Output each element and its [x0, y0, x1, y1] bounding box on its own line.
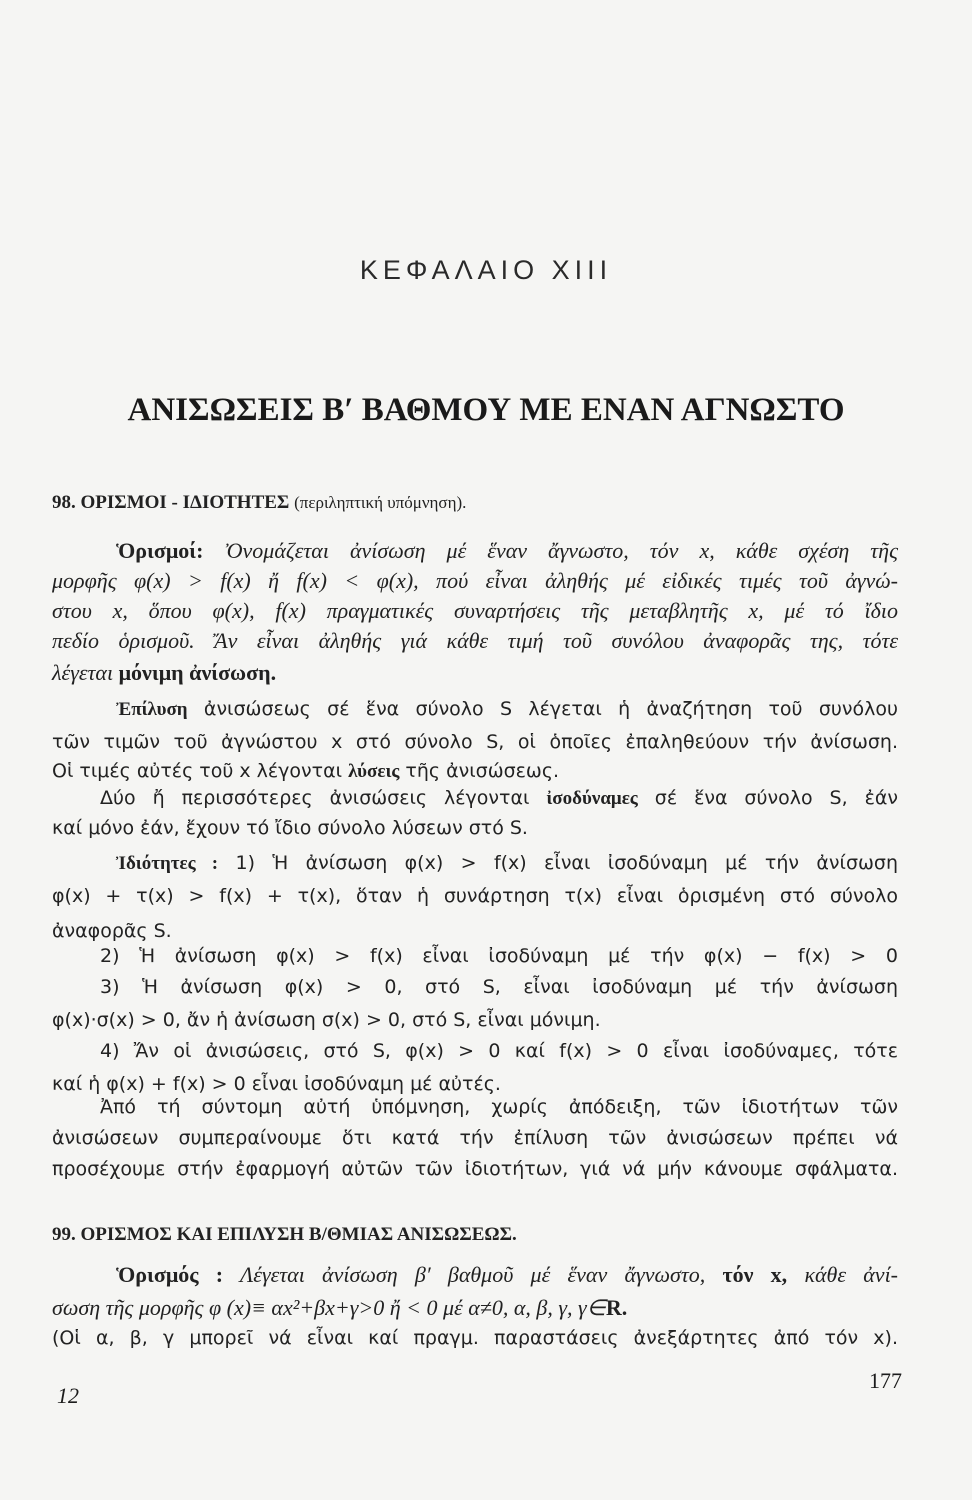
definitions-line-1 [116, 538, 898, 564]
solution-line-2: τῶν τιμῶν τοῦ ἀγνώστου x στό σύνολο S, οἱ ὁποῖες ἐπαληθεύουν τήν ἀνίσωση. [52, 731, 898, 753]
section-99-text-1b: τόν x, [722, 1262, 788, 1287]
definitions-text-1: Ὀνομάζεται ἀνίσωση μέ ἕναν ἄγνωστο, τόν x, κάθε σχέση τῆς [224, 538, 898, 563]
property-1-text-1: 1) Ἡ ἀνίσωση φ(x) > f(x) εἶναι ἰσοδύναμη μέ τήν ἀνίσωση [235, 852, 898, 874]
solution-text-1: ἀνισώσεως σέ ἕνα σύνολο S λέγεται ἡ ἀναζήτηση τοῦ συνόλου [203, 698, 898, 720]
chapter-heading: ΚΕΦΑΛΑΙΟ XIII [359, 255, 613, 285]
permanent-inequality-term: μόνιμη ἀνίσωση. [118, 660, 277, 685]
solution-text-3a: Οἱ τιμές αὐτές τοῦ x λέγονται [52, 760, 343, 782]
definitions-line-2: μορφῆς φ(x) > f(x) ἤ f(x) < φ(x), πού εἶναι ἀληθής μέ εἰδικές τιμές τοῦ ἀγνώ- [52, 568, 898, 593]
definitions-line-4: πεδίο ὁρισμοῦ. Ἄν εἶναι ἀληθής γιά κάθε τιμή τοῦ συνόλου ἀναφορᾶς της, τότε [52, 628, 898, 653]
section-99-heading: 99. ΟΡΙΣΜΟΣ ΚΑΙ ΕΠΙΛΥΣΗ Β/ΘΜΙΑΣ ΑΝΙΣΩΣΕΩΣ. [52, 1224, 517, 1245]
section-98-heading [52, 492, 466, 514]
solution-text-3c: τῆς ἀνισώσεως. [405, 760, 560, 782]
section-99-text-1a: Λέγεται ἀνίσωση β′ βαθμοῦ μέ ἕναν ἄγνωστο, [239, 1262, 706, 1287]
property-3-line-2: φ(x)·σ(x) > 0, ἄν ἡ ἀνίσωση σ(x) > 0, στό S, εἶναι μόνιμη. [52, 1009, 601, 1031]
property-2: 2) Ἡ ἀνίσωση φ(x) > f(x) εἶναι ἰσοδύναμη μέ τήν φ(x) − f(x) > 0 [100, 945, 898, 967]
reals-symbol: R. [605, 1295, 628, 1320]
section-98-title: 98. ΟΡΙΣΜΟΙ - ΙΔΙΟΤΗΤΕΣ [52, 492, 290, 513]
equivalent-line-1 [100, 787, 898, 810]
signature-mark: 12 [57, 1383, 79, 1408]
equivalent-text-1a: Δύο ἤ περισσότερες ἀνισώσεις λέγονται [100, 787, 530, 809]
property-4-line-2: καί ἡ φ(x) + f(x) > 0 εἶναι ἰσοδύναμη μέ αὐτές. [52, 1073, 501, 1095]
equivalent-text-1c: σέ ἕνα σύνολο S, ἐάν [654, 787, 899, 809]
section-99-line-2 [52, 1295, 898, 1321]
definitions-line-5 [52, 660, 898, 686]
conclusion-line-1: Ἀπό τή σύντομη αὐτή ὑπόμνηση, χωρίς ἀπόδειξη, τῶν ἰδιοτήτων τῶν [100, 1096, 898, 1118]
definitions-label: Ὁρισμοί: [116, 538, 204, 563]
solutions-term: λύσεις [348, 761, 400, 782]
property-3-line-1: 3) Ἡ ἀνίσωση φ(x) > 0, στό S, εἶναι ἰσοδύναμη μέ τήν ἀνίσωση [100, 976, 898, 998]
section-98-subtitle: (περιληπτική υπόμνηση). [294, 493, 467, 512]
conclusion-line-2: ἀνισώσεων συμπεραίνουμε ὅτι κατά τήν ἐπίλυση τῶν ἀνισώσεων πρέπει νά [52, 1127, 898, 1149]
property-1-line-2: φ(x) + τ(x) > f(x) + τ(x), ὅταν ἡ συνάρτηση τ(x) εἶναι ὁρισμένη στό σύνολο [52, 885, 898, 907]
solution-label: Ἐπίλυση [116, 699, 188, 720]
chapter-title: ΑΝΙΣΩΣΕΙΣ Β′ ΒΑΘΜΟΥ ΜΕ ΕΝΑΝ ΑΓΝΩΣΤΟ [127, 392, 845, 428]
section-99-text-1c: κάθε ἀνί- [804, 1262, 899, 1287]
property-4-line-1: 4) Ἄν οἱ ἀνισώσεις, στό S, φ(x) > 0 καί f(x) > 0 εἶναι ἰσοδύναμες, τότε [100, 1040, 898, 1062]
solution-line-1 [116, 698, 898, 721]
section-99-line-1 [116, 1262, 898, 1288]
equivalent-term: ἰσοδύναμες [546, 788, 638, 809]
property-1-line-1 [116, 852, 898, 875]
equivalent-line-2: καί μόνο ἐάν, ἔχουν τό ἴδιο σύνολο λύσεων στό S. [52, 817, 528, 839]
definition-label: Ὁρισμός : [116, 1262, 224, 1287]
solution-line-3 [52, 760, 898, 783]
section-99-line-3: (Οἱ α, β, γ μπορεῖ νά εἶναι καί πραγμ. παραστάσεις ἀνεξάρτητες ἀπό τόν x). [52, 1327, 898, 1349]
section-99-text-2a: σωση τῆς μορφῆς φ (x)≡ αx²+βx+γ>0 ἤ < 0 μέ α≠0, α, β, γ, γ∈ [52, 1295, 606, 1320]
conclusion-line-3: προσέχουμε στήν ἐφαρμογή αὐτῶν τῶν ἰδιοτήτων, γιά νά μήν κάνουμε σφάλματα. [52, 1158, 898, 1180]
property-1-line-3: ἀναφορᾶς S. [52, 920, 172, 942]
definitions-text-5: λέγεται [52, 660, 114, 685]
page-number: 177 [869, 1368, 902, 1393]
definitions-line-3: στου x, ὅπου φ(x), f(x) πραγματικές συναρτήσεις τῆς μεταβλητῆς x, μέ τό ἴδιο [52, 598, 898, 623]
properties-label: Ἰδιότητες : [116, 853, 219, 874]
